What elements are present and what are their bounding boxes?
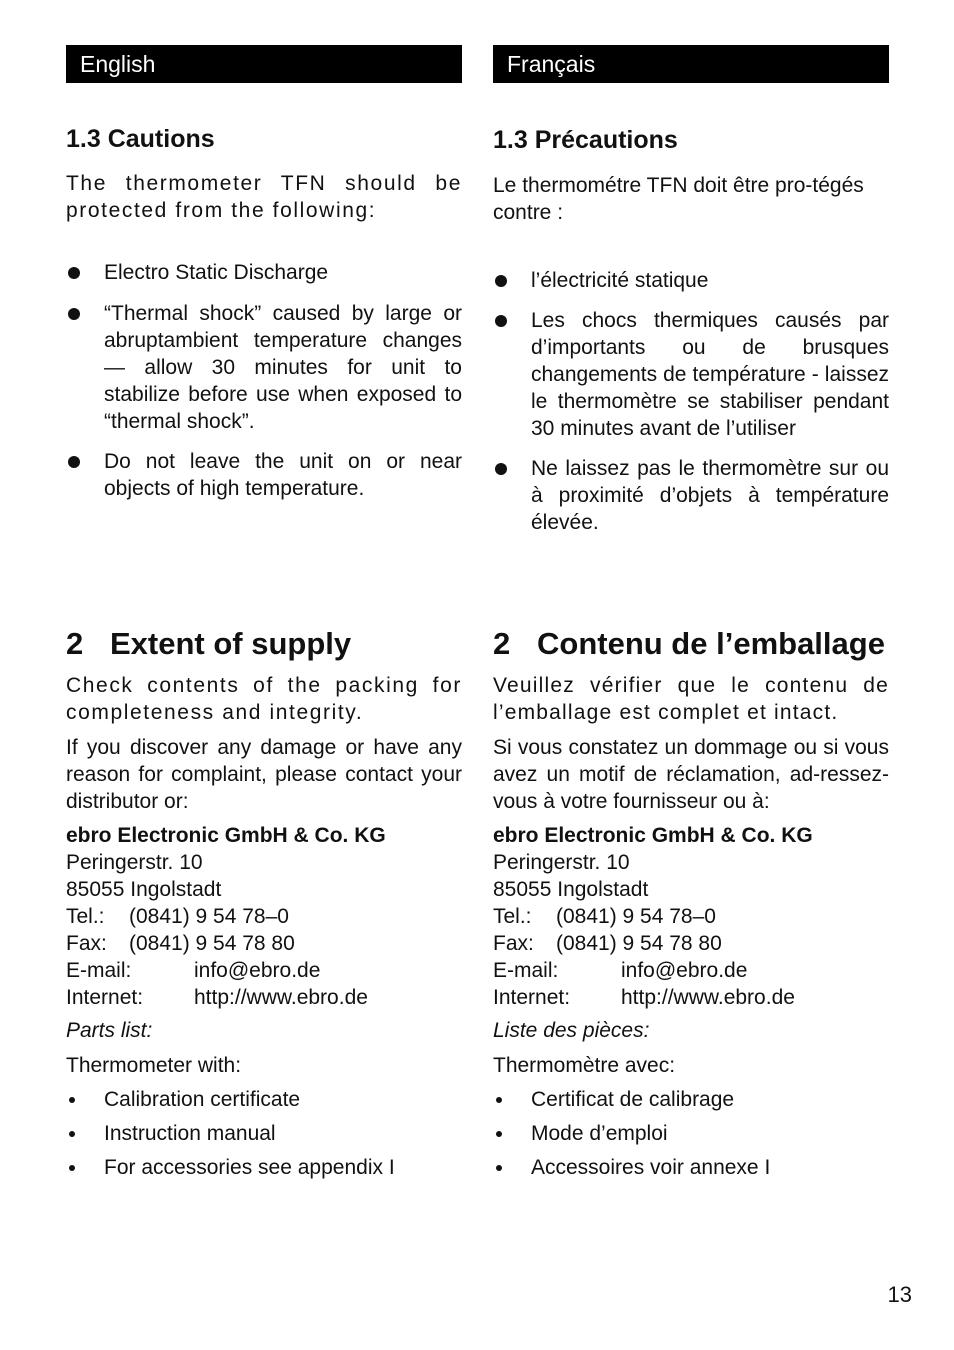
email-value: info@ebro.de	[621, 959, 748, 982]
language-header: English	[66, 45, 462, 83]
tel-value: (0841) 9 54 78–0	[129, 905, 289, 928]
cautions-list	[493, 267, 889, 536]
list-item-text: Les chocs thermiques causés par d’importants ou de brusques changements de température - laissez le thermomètre se stabiliser pendant 30 minutes avant de l’utiliser	[531, 309, 889, 440]
address-block	[493, 822, 889, 1011]
bullet-icon	[69, 1097, 75, 1103]
cautions-intro: Le thermométre TFN doit être pro-tégés contre :	[493, 174, 864, 224]
email-label: E-mail:	[66, 959, 132, 982]
fax-row	[66, 930, 462, 957]
list-item	[493, 1154, 889, 1188]
section-title: Extent of supply	[110, 626, 352, 661]
bullet-icon	[496, 1165, 502, 1171]
list-item-text: Electro Static Discharge	[104, 261, 329, 284]
bullet-icon	[68, 267, 80, 279]
fax-value: (0841) 9 54 78 80	[129, 932, 295, 955]
parts-list-label: Liste des pièces:	[493, 1019, 650, 1042]
supply-paragraph: Check contents of the packing for completeness and integrity.	[66, 674, 462, 724]
complaint-paragraph: If you discover any damage or have any reason for complaint, please contact your distributor or:	[66, 736, 462, 813]
tel-label: Tel.:	[493, 905, 532, 928]
list-item	[493, 267, 889, 294]
internet-label: Internet:	[66, 986, 144, 1009]
list-item-text: Mode d’emploi	[531, 1122, 668, 1145]
list-item-text: Instruction manual	[104, 1122, 276, 1145]
bullet-icon	[69, 1131, 75, 1137]
city: 85055 Ingolstadt	[493, 878, 649, 901]
list-item	[66, 448, 462, 502]
city: 85055 Ingolstadt	[66, 878, 222, 901]
company-name: ebro Electronic GmbH & Co. KG	[66, 824, 386, 847]
list-item-text: Ne laissez pas le thermomètre sur ou à proximité d’objets à température élevée.	[531, 457, 889, 534]
bullet-icon	[495, 315, 507, 327]
section-title: Contenu de l’emballage	[537, 626, 885, 661]
bullet-icon	[68, 308, 80, 320]
list-item	[66, 1086, 462, 1120]
internet-value: http://www.ebro.de	[621, 986, 795, 1009]
address-block	[66, 822, 462, 1011]
internet-label: Internet:	[493, 986, 571, 1009]
fax-row	[493, 930, 889, 957]
thermometer-with: Thermomètre avec:	[493, 1054, 676, 1077]
list-item-text: l’électricité statique	[531, 269, 709, 292]
street: Peringerstr. 10	[493, 851, 630, 874]
internet-value: http://www.ebro.de	[194, 986, 368, 1009]
fax-value: (0841) 9 54 78 80	[556, 932, 722, 955]
list-item-text: Do not leave the unit on or near objects of high temperature.	[104, 450, 462, 500]
list-item	[493, 307, 889, 442]
internet-row	[66, 984, 462, 1011]
language-header: Français	[493, 45, 889, 83]
email-row	[493, 957, 889, 984]
email-label: E-mail:	[493, 959, 559, 982]
bullet-icon	[69, 1165, 75, 1171]
list-item-text: “Thermal shock” caused by large or abruptambient temperature changes — allow 30 minutes for unit to stabilize before use when exposed to “thermal shock”.	[104, 302, 462, 433]
email-row	[66, 957, 462, 984]
cautions-heading: 1.3 Précautions	[493, 126, 678, 154]
bullet-icon	[495, 463, 507, 475]
tel-label: Tel.:	[66, 905, 105, 928]
supply-paragraph: Veuillez vérifier que le contenu de l’emballage est complet et intact.	[493, 674, 889, 724]
bullet-icon	[496, 1131, 502, 1137]
cautions-intro: The thermometer TFN should be protected from the following:	[66, 172, 462, 222]
thermometer-with: Thermometer with:	[66, 1054, 242, 1077]
list-item	[66, 300, 462, 435]
section-heading	[493, 626, 889, 662]
cautions-list	[66, 259, 462, 502]
section-heading	[66, 626, 462, 662]
parts-list	[66, 1086, 462, 1188]
list-item	[66, 1120, 462, 1154]
fax-label: Fax:	[493, 932, 534, 955]
tel-row	[493, 903, 889, 930]
list-item	[66, 1154, 462, 1188]
bullet-icon	[68, 456, 80, 468]
email-value: info@ebro.de	[194, 959, 321, 982]
list-item	[493, 1120, 889, 1154]
list-item	[493, 455, 889, 536]
bullet-icon	[495, 275, 507, 287]
bullet-icon	[496, 1097, 502, 1103]
section-number: 2	[493, 626, 511, 661]
list-item	[66, 259, 462, 286]
list-item-text: For accessories see appendix I	[104, 1156, 395, 1179]
internet-row	[493, 984, 889, 1011]
parts-list	[493, 1086, 889, 1188]
page-number: 13	[887, 1282, 912, 1307]
list-item-text: Calibration certificate	[104, 1088, 301, 1111]
cautions-heading: 1.3 Cautions	[66, 125, 215, 153]
tel-value: (0841) 9 54 78–0	[556, 905, 716, 928]
street: Peringerstr. 10	[66, 851, 203, 874]
complaint-paragraph: Si vous constatez un dommage ou si vous avez un motif de réclamation, ad-ressez-vous à votre fournisseur ou à:	[493, 736, 889, 813]
company-name: ebro Electronic GmbH & Co. KG	[493, 824, 813, 847]
fax-label: Fax:	[66, 932, 107, 955]
tel-row	[66, 903, 462, 930]
parts-list-label: Parts list:	[66, 1019, 153, 1042]
list-item-text: Certificat de calibrage	[531, 1088, 735, 1111]
section-number: 2	[66, 626, 84, 661]
list-item-text: Accessoires voir annexe I	[531, 1156, 771, 1179]
list-item	[493, 1086, 889, 1120]
